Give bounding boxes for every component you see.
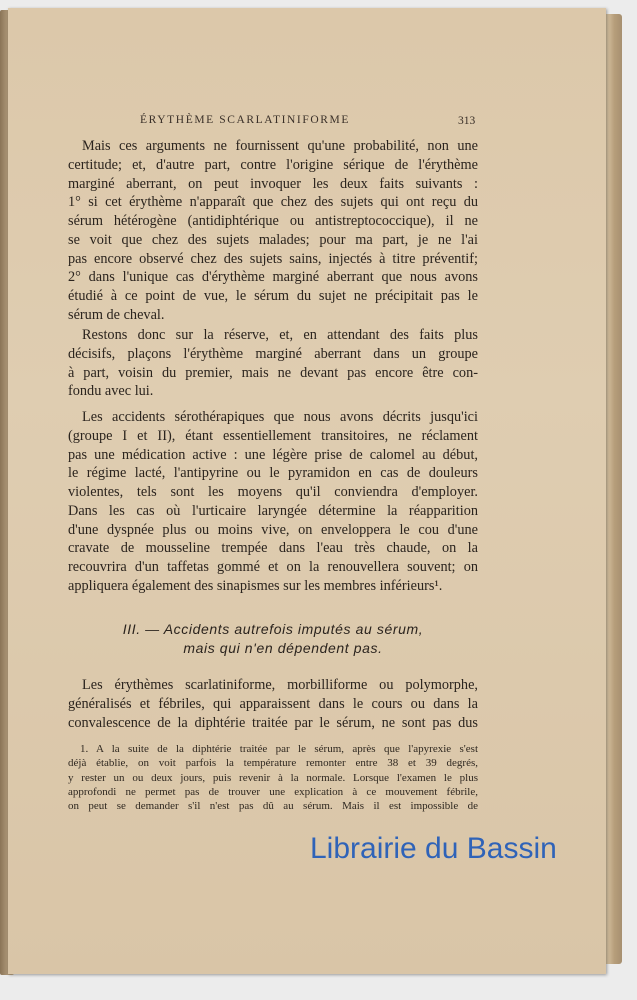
text-line: Les accidents sérothérapiques que nous avons décrits jusqu'ici xyxy=(82,409,478,425)
text-line: 2° dans l'unique cas d'érythème marginé aberrant que nous avons xyxy=(68,269,478,286)
text-line: généralisés et fébriles, qui apparaissent dans le cours ou dans la xyxy=(68,695,478,712)
footnote-line: y rester un ou deux jours, puis revenir à la normale. Lorsque l'examen le plus xyxy=(68,771,478,784)
text-line: convalescence de la diphtérie traitée par le sérum, ne sont pas dus xyxy=(68,714,478,731)
text-line: décisifs, plaçons l'érythème marginé aberrant dans un groupe xyxy=(68,345,478,362)
text-line: (groupe I et II), étant essentiellement transitoires, ne réclament xyxy=(68,427,478,444)
text-line: violentes, tels sont les moyens qu'il conviendra d'employer. xyxy=(68,484,478,500)
text-line: pas une médication active : une légère prise de calomel au début, xyxy=(68,446,478,463)
text-line: à part, voisin du premier, mais ne devant pas encore être con- xyxy=(68,364,478,381)
text-line: sérum de cheval. xyxy=(68,306,165,323)
watermark: Librairie du Bassin xyxy=(310,832,557,865)
text-line: Les érythèmes scarlatiniforme, morbilliforme ou polymorphe, xyxy=(82,677,478,693)
text-line: le régime lacté, l'antipyrine ou le pyramidon en cas de douleurs xyxy=(68,465,478,482)
section-heading-line-1: III. — Accidents autrefois imputés au sérum, xyxy=(122,621,424,637)
text-line: Mais ces arguments ne fournissent qu'une probabilité, non une xyxy=(82,138,478,154)
text-line: 1° si cet érythème n'apparaît que chez des sujets qui ont reçu du xyxy=(68,194,478,211)
page-number: 313 xyxy=(458,115,476,127)
footnote-line: déjà établie, on voit parfois la température remonter entre 38 et 39 degrés, xyxy=(68,757,478,770)
footnote-line: 1. A la suite de la diphtérie traitée par le sérum, après que l'apyrexie s'est xyxy=(80,743,478,755)
running-head: ÉRYTHÈME SCARLATINIFORME xyxy=(140,114,350,126)
text-line: pas encore observé chez des sujets sains, injectés à titre préventif; xyxy=(68,250,478,267)
text-line: fondu avec lui. xyxy=(68,383,154,400)
text-line: étudié à ce point de vue, le sérum du sujet ne précipitait pas le xyxy=(68,288,478,304)
text-line: d'une dyspnée plus ou moins vive, on enveloppera le cou d'une xyxy=(68,521,478,538)
text-line: marginé aberrant, on peut invoquer les deux faits suivants : xyxy=(68,175,478,192)
text-line: Dans les cas où l'urticaire laryngée détermine la réapparition xyxy=(68,502,478,519)
text-line: appliquera également des sinapismes sur les membres inférieurs¹. xyxy=(68,577,443,594)
section-heading-line-2: mais qui n'en dépendent pas. xyxy=(183,640,383,656)
text-line: cravate de mousseline trempée dans l'eau très chaude, on la xyxy=(68,540,478,557)
footnote-line: on peut se demander s'il n'est pas dû au sérum. Mais il est impossible de xyxy=(68,800,478,813)
text-line: Restons donc sur la réserve, et, en attendant des faits plus xyxy=(82,327,478,343)
text-line: sérum hétérogène (antidiphtérique ou antistreptococcique), il ne xyxy=(68,213,478,229)
footnote-line: approfondi ne permet pas de trouver une explication à ce mouvement fébrile, xyxy=(68,785,478,798)
text-line: certitude; et, d'autre part, contre l'origine sérique de l'érythème xyxy=(68,156,478,173)
text-line: se voit que chez des sujets malades; pour ma part, je ne l'ai xyxy=(68,231,478,248)
text-line: recouvrira d'un taffetas gommé et on la renouvellera souvent; on xyxy=(68,559,478,575)
